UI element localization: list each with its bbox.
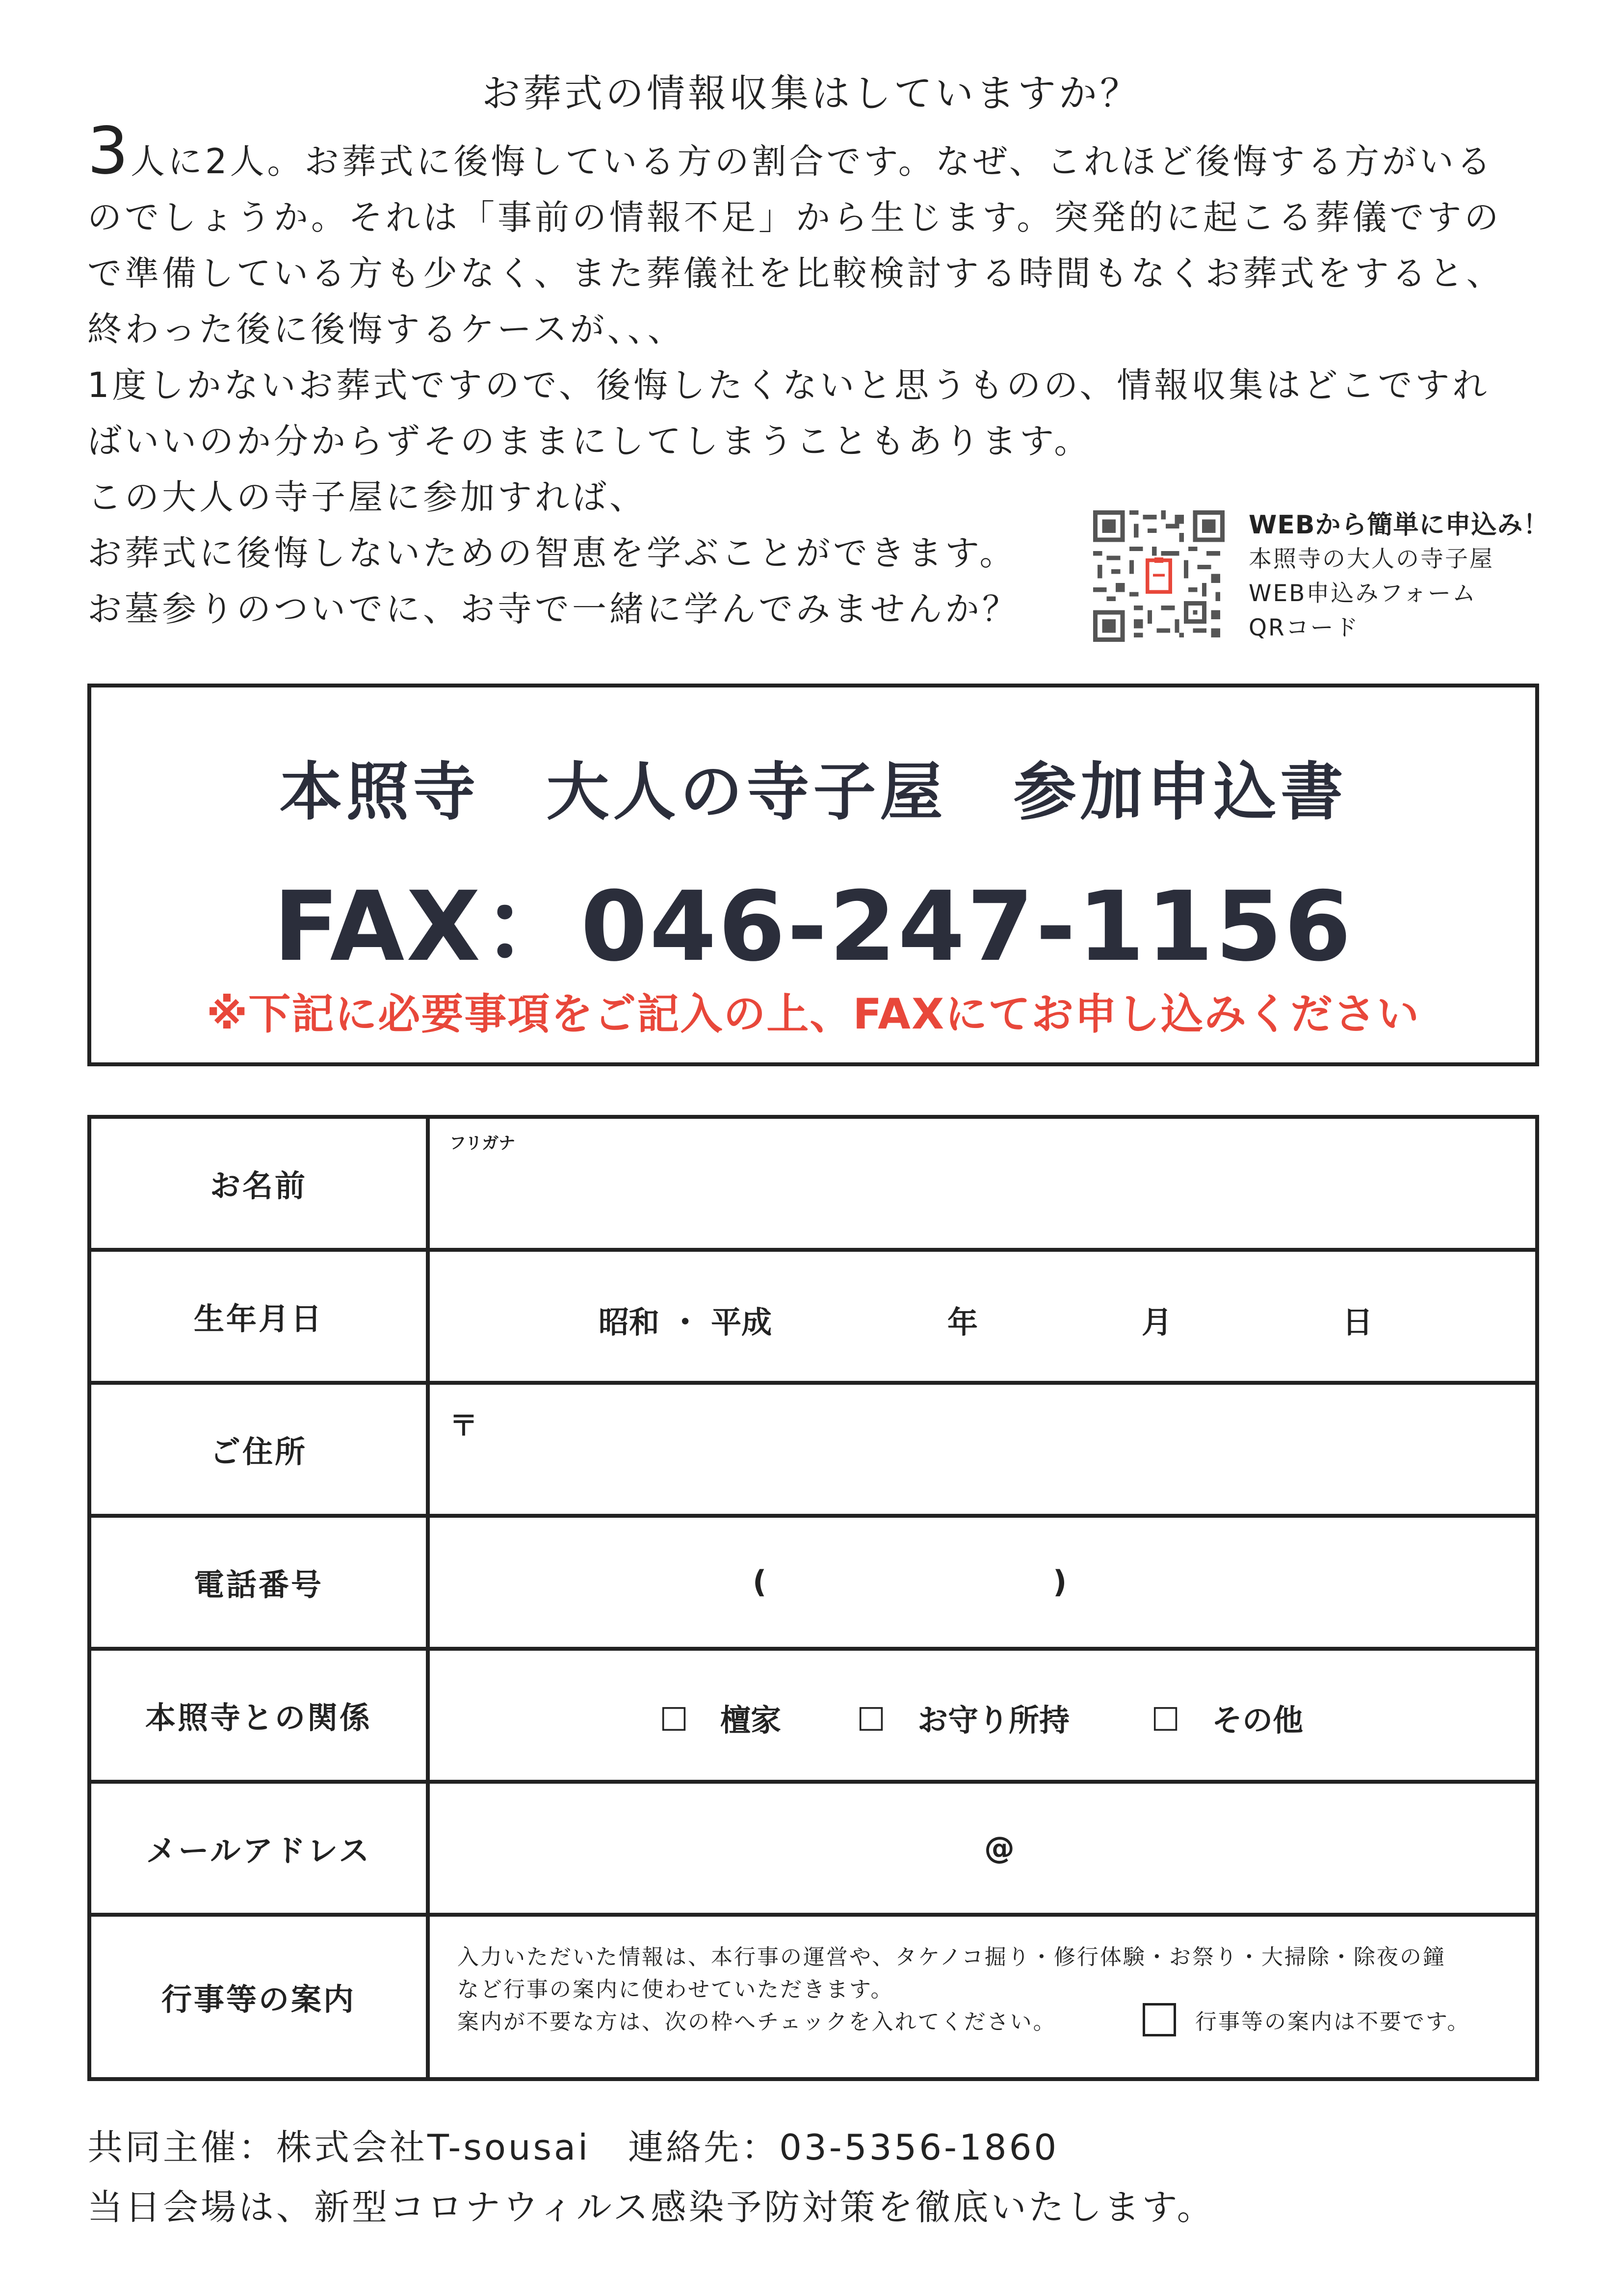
intro-line: 終わった後に後悔するケースが、、、 — [87, 309, 685, 349]
phone-paren-open: ( — [753, 1564, 767, 1600]
events-optout-label: 行事等の案内は不要です。 — [1195, 2009, 1470, 2034]
birth-era: 昭和 ・ 平成 — [599, 1304, 772, 1340]
events-note: 入力いただいた情報は、本行事の運営や、タケノコ掘り・修行体験・お祭り・大掃除・除夜の鐘 など行事の案内に使わせていただきます。 案内が不要な方は、次の枠へチェックを入れてください。 — [457, 1945, 1446, 2034]
intro-line: で準備している方も少なく、また葬儀社を比較検討する時間もなくお葬式をすると、 — [87, 253, 1504, 293]
form-title: 本照寺 大人の寺子屋 参加申込書 — [279, 756, 1347, 829]
footer — [87, 2117, 1215, 2237]
intro-line: お墓参りのついでに、お寺で一緒に学んでみませんか？ — [87, 589, 1020, 629]
birth-year-label: 年 — [947, 1304, 978, 1340]
qr-line: WEB申込みフォーム — [1249, 580, 1477, 607]
form-row-name — [89, 1117, 1537, 1250]
intro-first-char: 3 — [87, 113, 129, 189]
email-at-mark: @ — [984, 1830, 1015, 1866]
fax-number: FAX：046-247-1156 — [273, 871, 1353, 983]
intro-line: のでしょうか。それは「事前の情報不足」から生じます。突発的に起こる葬儀ですの — [87, 197, 1502, 238]
application-form — [87, 1115, 1539, 2081]
checkbox-icon[interactable]: ☐ — [659, 1701, 689, 1739]
form-row-relation — [89, 1649, 1537, 1782]
page-heading: お葬式の情報収集はしていますか？ — [481, 72, 1141, 116]
title-box — [87, 684, 1539, 1066]
name-field[interactable] — [428, 1117, 1537, 1250]
relation-option-danka[interactable]: ☐ 檀家 — [659, 1701, 781, 1739]
postal-mark: 〒 — [449, 1409, 478, 1442]
intro-line: お葬式に後悔しないための智恵を学ぶことができます。 — [87, 533, 1017, 573]
phone-paren-close: ) — [1053, 1564, 1067, 1600]
form-row-events — [89, 1915, 1537, 2079]
relation-field — [428, 1649, 1537, 1782]
form-row-address — [89, 1383, 1537, 1516]
events-field — [428, 1915, 1537, 2079]
phone-field[interactable] — [428, 1516, 1537, 1649]
footer-organizer: 共同主催：株式会社T-sousai 連絡先：03-5356-1860 — [87, 2127, 1059, 2168]
checkbox-icon[interactable]: ☐ — [857, 1701, 886, 1739]
birth-day-label: 日 — [1342, 1304, 1373, 1340]
events-label: 行事等の案内 — [89, 1915, 428, 2079]
qr-code[interactable] — [1093, 510, 1225, 642]
furigana-label: フリガナ — [449, 1134, 516, 1153]
name-label: お名前 — [89, 1117, 428, 1250]
relation-option-other[interactable]: ☐ その他 — [1151, 1701, 1303, 1739]
qr-line: QRコード — [1249, 614, 1360, 641]
address-field[interactable] — [428, 1383, 1537, 1516]
email-field[interactable] — [428, 1782, 1537, 1915]
qr-caption — [1249, 508, 1549, 645]
address-label: ご住所 — [89, 1383, 428, 1516]
email-label: メールアドレス — [89, 1782, 428, 1915]
intro-line: この大人の寺子屋に参加すれば、 — [87, 477, 647, 517]
intro-line: 3人に2人。お葬式に後悔している方の割合です。なぜ、これほど後悔する方がいる — [87, 113, 1494, 189]
intro-line: ばいいのか分からずそのままにしてしまうこともあります。 — [87, 421, 1092, 461]
phone-label: 電話番号 — [89, 1516, 428, 1649]
footer-notice: 当日会場は、新型コロナウィルス感染予防対策を徹底いたします。 — [87, 2187, 1215, 2228]
relation-label: 本照寺との関係 — [89, 1649, 428, 1782]
form-row-phone — [89, 1516, 1537, 1649]
qr-title: WEBから簡単に申込み！ — [1249, 510, 1549, 540]
birth-field[interactable] — [428, 1250, 1537, 1383]
checkbox-icon[interactable]: ☐ — [1151, 1701, 1180, 1739]
birth-month-label: 月 — [1142, 1304, 1173, 1340]
fax-instruction: ※下記に必要事項をご記入の上、FAXにてお申し込みください — [206, 990, 1420, 1039]
events-optout-checkbox[interactable] — [1143, 2003, 1176, 2036]
form-row-birth — [89, 1250, 1537, 1383]
qr-line: 本照寺の大人の寺子屋 — [1249, 546, 1494, 573]
birth-label: 生年月日 — [89, 1250, 428, 1383]
form-row-email — [89, 1782, 1537, 1915]
intro-line: 1度しかないお葬式ですので、後悔したくないと思うものの、情報収集はどこですれ — [87, 365, 1490, 405]
relation-option-omamori[interactable]: ☐ お守り所持 — [857, 1701, 1070, 1739]
